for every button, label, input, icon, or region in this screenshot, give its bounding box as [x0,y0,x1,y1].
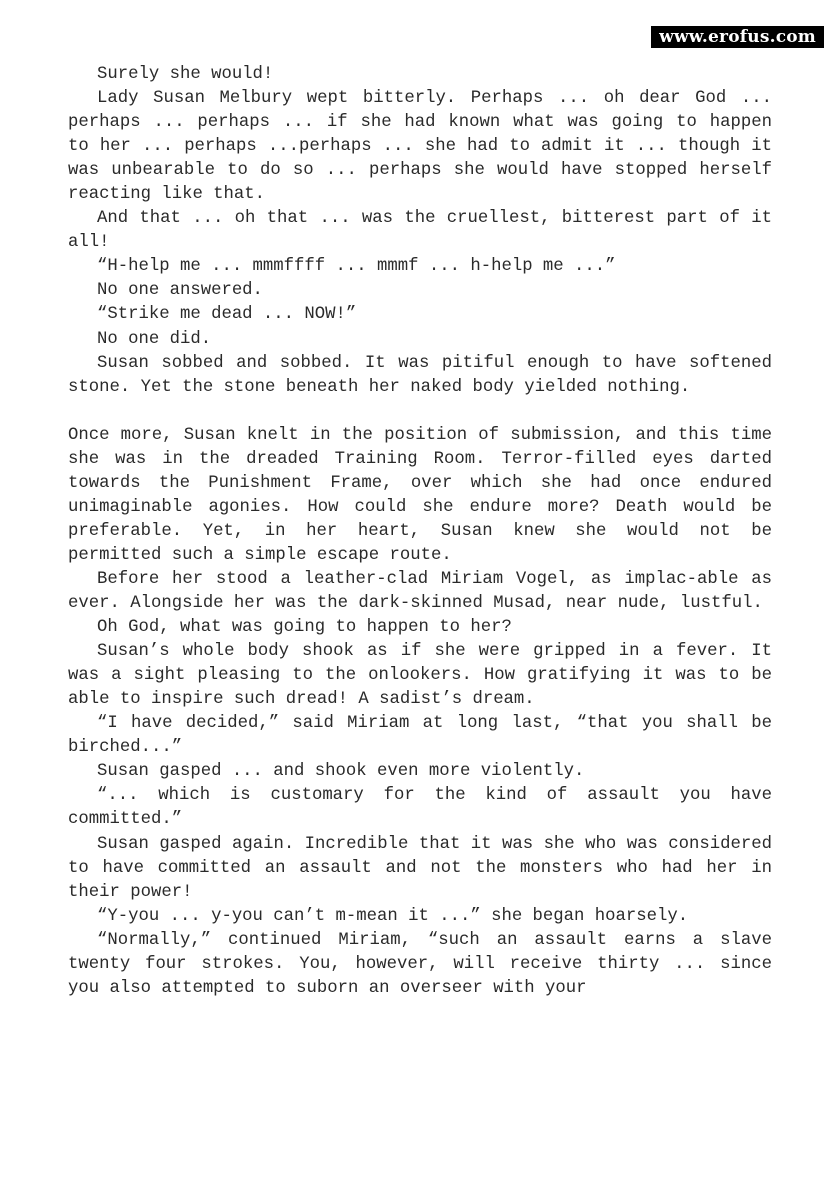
paragraph: “H-help me ... mmmffff ... mmmf ... h-help me ...” [97,257,616,277]
site-watermark: www.erofus.com [651,26,824,48]
paragraph: Susan gasped again. Incredible that it was she who was considered to have committed an assault and not the monsters who had her in their power! [68,834,772,902]
paragraph: Susan’s whole body shook as if she were gripped in a fever. It was a sight pleasing to the onlookers. How gratifying it was to be able to inspire such dread! A sadist’s dream. [68,642,772,710]
paragraph: “I have decided,” said Miriam at long last, “that you shall be birched...” [68,714,772,758]
paragraph: Lady Susan Melbury wept bitterly. Perhaps ... oh dear God ... perhaps ... perhaps ... if she had known what was going to happen to her ... perhaps ...perhaps ... she had to admit it ... though it was unbearable to do so ... perhaps she would have stopped herself reacting like that. [68,89,772,205]
paragraph: No one did. [97,329,212,349]
paragraph: “Normally,” continued Miriam, “such an assault earns a slave twenty four strokes. You, however, will receive thirty ... since you also attempted to suborn an overseer with your [68,930,772,998]
paragraph: Susan gasped ... and shook even more violently. [97,762,585,782]
paragraph: “Y-you ... y-you can’t m-mean it ...” she began hoarsely. [97,906,689,926]
paragraph: Oh God, what was going to happen to her? [97,618,512,638]
paragraph: Before her stood a leather-clad Miriam Vogel, as implac-able as ever. Alongside her was the dark-skinned Musad, near nude, lustful. [68,569,772,614]
paragraph: And that ... oh that ... was the cruellest, bitterest part of it all! [68,209,772,253]
scene-break [68,400,772,424]
page-body [68,63,772,1001]
paragraph: “Strike me dead ... NOW!” [97,305,357,325]
paragraph: “... which is customary for the kind of assault you have committed.” [68,786,772,830]
paragraph: Susan sobbed and sobbed. It was pitiful enough to have softened stone. Yet the stone beneath her naked body yielded nothing. [68,353,772,397]
paragraph: Surely she would! [97,65,274,84]
paragraph: Once more, Susan knelt in the position of submission, and this time she was in the dreaded Training Room. Terror-filled eyes darted towards the Punishment Frame, over which she had once endured unimaginable agonies. How could she endure more? Death would be preferable. Yet, in her heart, Susan knew she would not be permitted such a simple escape route. [68,425,772,565]
paragraph: No one answered. [97,281,263,301]
